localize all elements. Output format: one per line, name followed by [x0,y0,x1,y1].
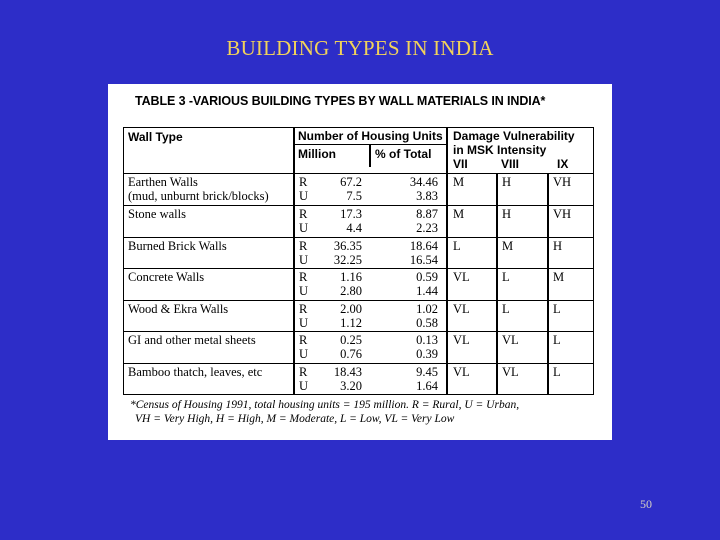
vulnerability-vii: VL [453,302,470,316]
urban-million: 3.20 [340,379,362,393]
rural-million: 17.3 [340,207,362,221]
urban-label: U [299,253,309,267]
wall-type-label: Burned Brick Walls [128,239,227,253]
rural-label: R [299,333,308,347]
urban-million: 0.76 [340,347,362,361]
rural-pct: 1.02 [416,302,438,316]
vulnerability-ix: VH [553,175,572,189]
vulnerability-vii: L [453,239,461,253]
rural-pct: 0.59 [416,270,438,284]
vulnerability-vii: VL [453,333,470,347]
rural-million: 2.00 [340,302,362,316]
vulnerability-viii: L [502,270,510,284]
rural-label: R [299,365,308,379]
urban-label: U [299,284,309,298]
header-vii: VII [453,157,468,171]
rural-million: 36.35 [333,239,362,253]
table-divider [369,145,371,167]
wall-type-sublabel: (mud, unburnt brick/blocks) [128,189,269,203]
vulnerability-vii: M [453,207,465,221]
vulnerability-ix: H [553,239,563,253]
urban-pct: 3.83 [416,189,438,203]
slide-title: BUILDING TYPES IN INDIA [226,36,494,60]
vulnerability-vii: VL [453,365,470,379]
table-footnote [130,398,600,426]
header-msk-intensity: in MSK Intensity [453,143,547,157]
urban-label: U [299,379,309,393]
header-viii: VIII [501,157,520,171]
urban-million: 4.4 [346,221,362,235]
header-pct-total: % of Total [375,147,432,161]
urban-million: 7.5 [346,189,362,203]
wall-type-label: Stone walls [128,207,186,221]
header-housing-units: Number of Housing Units [298,129,443,143]
urban-pct: 16.54 [409,253,438,267]
vulnerability-vii: VL [453,270,470,284]
table-image-card [108,84,612,440]
rural-million: 1.16 [340,270,362,284]
vulnerability-viii: VL [502,333,519,347]
urban-million: 2.80 [340,284,362,298]
urban-label: U [299,347,309,361]
urban-pct: 0.39 [416,347,438,361]
urban-million: 32.25 [333,253,362,267]
table-divider [446,128,448,394]
vulnerability-ix: L [553,333,561,347]
page-number: 50 [640,497,652,511]
rural-pct: 18.64 [409,239,438,253]
urban-label: U [299,221,309,235]
rural-label: R [299,207,308,221]
footnote-line: *Census of Housing 1991, total housing units = 195 million. R = Rural, U = Urban, [130,399,520,411]
vulnerability-ix: M [553,270,565,284]
header-ix: IX [557,157,569,171]
rural-pct: 9.45 [416,365,438,379]
rural-label: R [299,175,308,189]
rural-million: 18.43 [333,365,362,379]
table-divider [293,144,446,145]
rural-label: R [299,239,308,253]
footnote-line: VH = Very High, H = High, M = Moderate, L = Low, VL = Very Low [135,413,455,425]
wall-type-label: Wood & Ekra Walls [128,302,229,316]
urban-pct: 1.64 [416,379,438,393]
urban-label: U [299,316,309,330]
vulnerability-viii: H [502,175,512,189]
rural-million: 0.25 [340,333,362,347]
header-damage-vulnerability: Damage Vulnerability [453,129,575,143]
wall-type-label: Concrete Walls [128,270,205,284]
wall-type-label: Earthen Walls [128,175,198,189]
rural-pct: 8.87 [416,207,438,221]
wall-type-label: GI and other metal sheets [128,333,256,347]
header-wall-type: Wall Type [128,130,183,144]
urban-pct: 0.58 [416,316,438,330]
vulnerability-ix: VH [553,207,572,221]
urban-label: U [299,189,309,203]
table-title: TABLE 3 -VARIOUS BUILDING TYPES BY WALL MATERIALS IN INDIA* [135,94,546,108]
rural-pct: 0.13 [416,333,438,347]
wall-type-label: Bamboo thatch, leaves, etc [128,365,263,379]
building-types-table [123,127,594,395]
rural-million: 67.2 [340,175,362,189]
vulnerability-viii: VL [502,365,519,379]
urban-pct: 2.23 [416,221,438,235]
rural-label: R [299,302,308,316]
header-million: Million [298,147,336,161]
urban-million: 1.12 [340,316,362,330]
vulnerability-ix: L [553,302,561,316]
table-divider [293,128,295,394]
rural-label: R [299,270,308,284]
vulnerability-viii: H [502,207,512,221]
vulnerability-vii: M [453,175,465,189]
rural-pct: 34.46 [409,175,438,189]
vulnerability-ix: L [553,365,561,379]
urban-pct: 1.44 [416,284,438,298]
vulnerability-viii: M [502,239,514,253]
vulnerability-viii: L [502,302,510,316]
